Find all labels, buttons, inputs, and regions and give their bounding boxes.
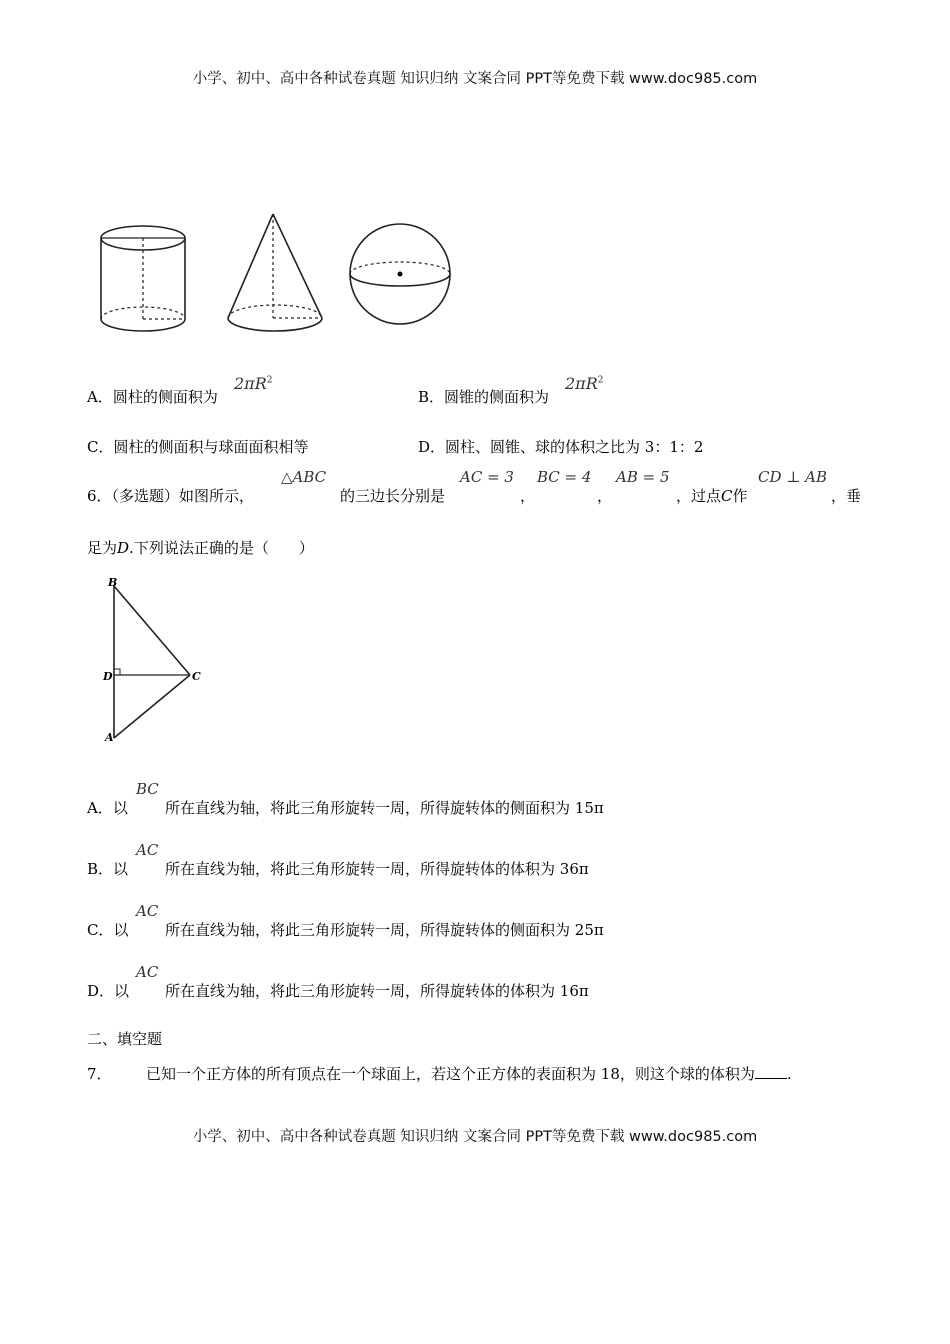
q6-option-d-axis: AC [136,963,159,981]
q6-option-c-text: 所在直线为轴，将此三角形旋转一周，所得旋转体的侧面积为 25π [165,921,604,939]
q6-text-perp: ，垂 [831,487,862,505]
segment-bc [114,586,190,675]
q5-option-d: D．圆柱、圆锥、球的体积之比为 3：1：2 [418,438,704,456]
label-a: A [105,731,114,744]
q5-option-b: B．圆锥的侧面积为 [418,388,550,406]
q6-ac-math: AC = 3 [460,468,514,486]
q6-option-b-prefix: B．以 [87,860,129,878]
q6-option-b-text: 所在直线为轴，将此三角形旋转一周，所得旋转体的体积为 36π [165,860,589,878]
q7-number: 7． [87,1065,112,1083]
q6-option-d-prefix: D．以 [87,982,130,1000]
right-angle-mark [114,669,120,675]
q6-option-a-prefix: A．以 [87,799,128,817]
answer-blank[interactable] [755,1066,787,1079]
q5-option-a: A．圆柱的侧面积为 [87,388,218,406]
q5-option-a-math: $2\pi R^2$ [234,374,273,393]
cone-figure [228,214,322,331]
q6-ab-math: AB = 5 [616,468,670,486]
page-footer: 小学、初中、高中各种试卷真题 知识归纳 文案合同 PPT等免费下载 www.doc985.com [192,1129,758,1145]
q6-option-a-text: 所在直线为轴，将此三角形旋转一周，所得旋转体的侧面积为 15π [165,799,604,817]
q6-option-c-prefix: C．以 [87,921,129,939]
q5-option-c: C．圆柱的侧面积与球面面积相等 [87,438,309,456]
q6-option-b-axis: AC [136,841,159,859]
q6-number: 6．（多选题）如图所示， [87,487,255,505]
page-header: 小学、初中、高中各种试卷真题 知识归纳 文案合同 PPT等免费下载 www.doc985.com [192,71,758,87]
q6-text-through: ，过点C作 [676,487,748,505]
label-b: B [108,576,118,589]
q6-comma-1: ， [520,487,536,505]
q6-comma-2: ， [597,487,613,505]
q6-stem-line2: 足为D.下列说法正确的是（ ） [87,539,314,557]
q6-cd-math: CD ⊥ AB [758,468,828,486]
q6-option-a-axis: BC [136,780,159,798]
q6-option-d-text: 所在直线为轴，将此三角形旋转一周，所得旋转体的体积为 16π [165,982,589,1000]
label-c: C [192,670,201,683]
q6-bc-math: BC = 4 [537,468,592,486]
segment-ca [114,675,190,738]
q6-option-c-axis: AC [136,902,159,920]
sphere-figure [350,224,450,324]
section-title: 二、填空题 [87,1030,163,1048]
q7-text: 已知一个正方体的所有顶点在一个球面上，若这个正方体的表面积为 18，则这个球的体积为 . [146,1065,792,1083]
q5-option-b-math: $2\pi R^2$ [565,374,604,393]
label-d: D [103,670,113,683]
solids-figure [95,210,460,335]
cylinder-figure [101,226,185,331]
triangle-figure [100,572,210,747]
q6-triangle-math: △ABC [281,468,327,486]
q6-text-sides: 的三边长分别是 [340,487,446,505]
